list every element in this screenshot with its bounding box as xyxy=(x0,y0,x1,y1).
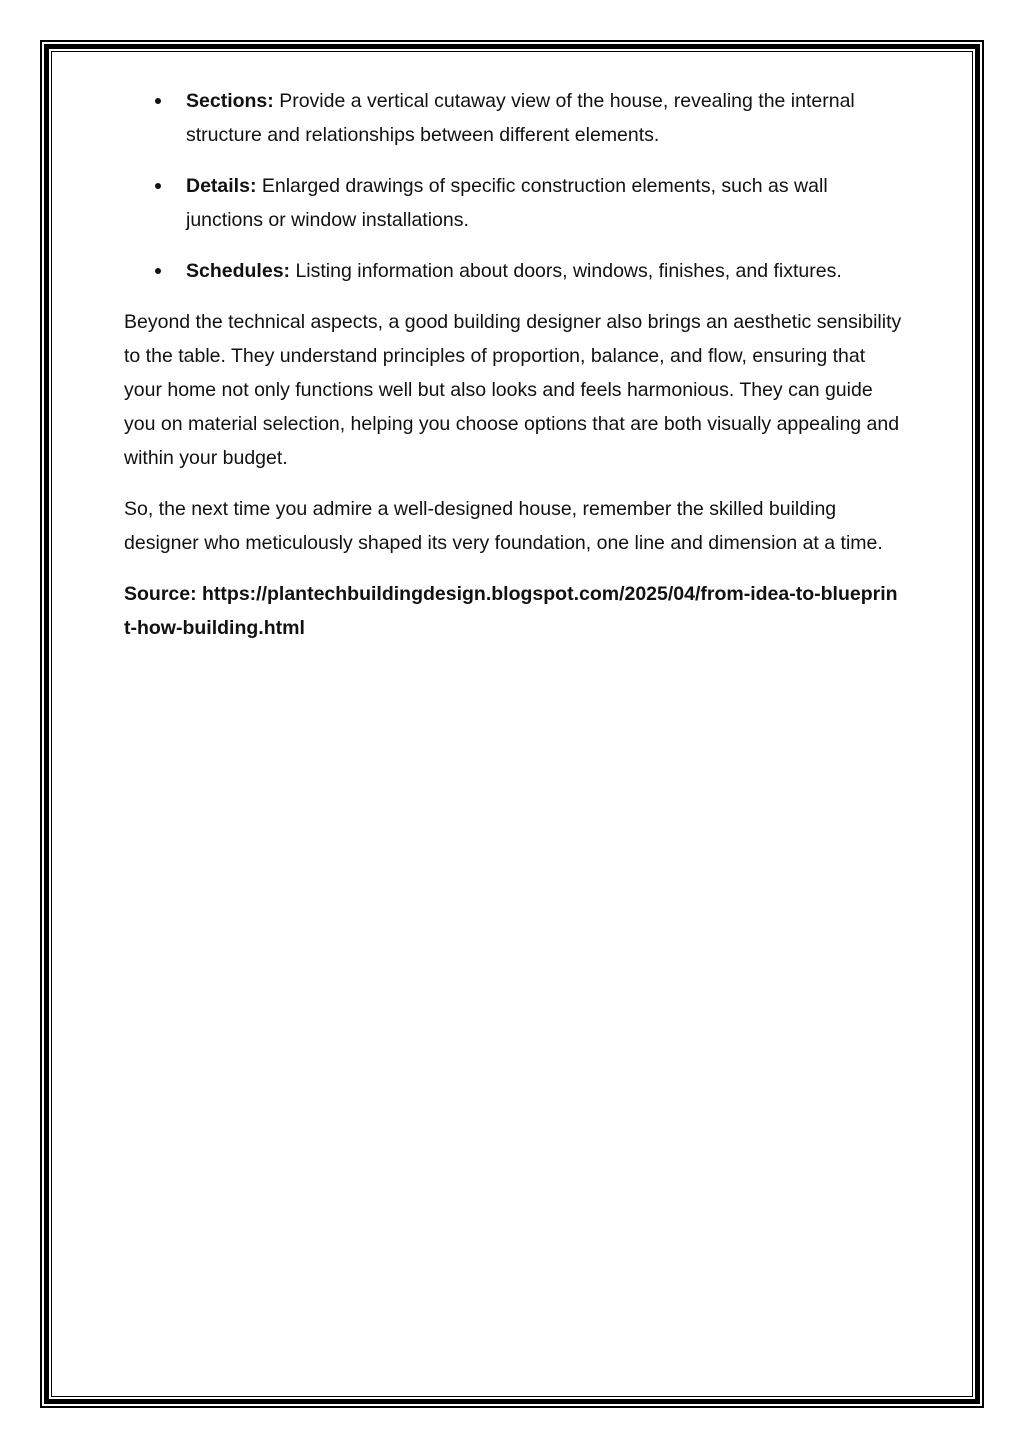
list-item-term: Schedules: xyxy=(186,260,291,282)
paragraph-aesthetic: Beyond the technical aspects, a good building designer also brings an aesthetic sensibility to the table. They understand principles of proportion, balance, and flow, ensuring that your home not only functions well but also looks and feels harmonious. They can guide you on material selection, helping you choose options that are both visually appealing and within your budget. xyxy=(124,311,902,469)
list-item-text: Enlarged drawings of specific construction elements, such as wall junctions or window installations. xyxy=(186,175,828,231)
list-item-term: Sections: xyxy=(186,90,274,112)
paragraph-conclusion: So, the next time you admire a well-designed house, remember the skilled building designer who meticulously shaped its very foundation, one line and dimension at a time. xyxy=(124,498,883,554)
source-citation: Source: https://plantechbuildingdesign.blogspot.com/2025/04/from-idea-to-blueprint-how-building.html xyxy=(124,583,898,639)
document-body xyxy=(124,84,904,645)
list-item-details xyxy=(124,169,904,237)
list-item-sections xyxy=(124,84,904,152)
list-item-text: Listing information about doors, windows, finishes, and fixtures. xyxy=(290,260,842,282)
bullet-icon xyxy=(155,268,161,274)
list-item-schedules xyxy=(124,254,904,288)
bullet-icon xyxy=(155,183,161,189)
drawing-types-list xyxy=(124,84,904,288)
list-item-term: Details: xyxy=(186,175,257,197)
bullet-icon xyxy=(155,98,161,104)
list-item-text: Provide a vertical cutaway view of the house, revealing the internal structure and relationships between different elements. xyxy=(186,90,855,146)
